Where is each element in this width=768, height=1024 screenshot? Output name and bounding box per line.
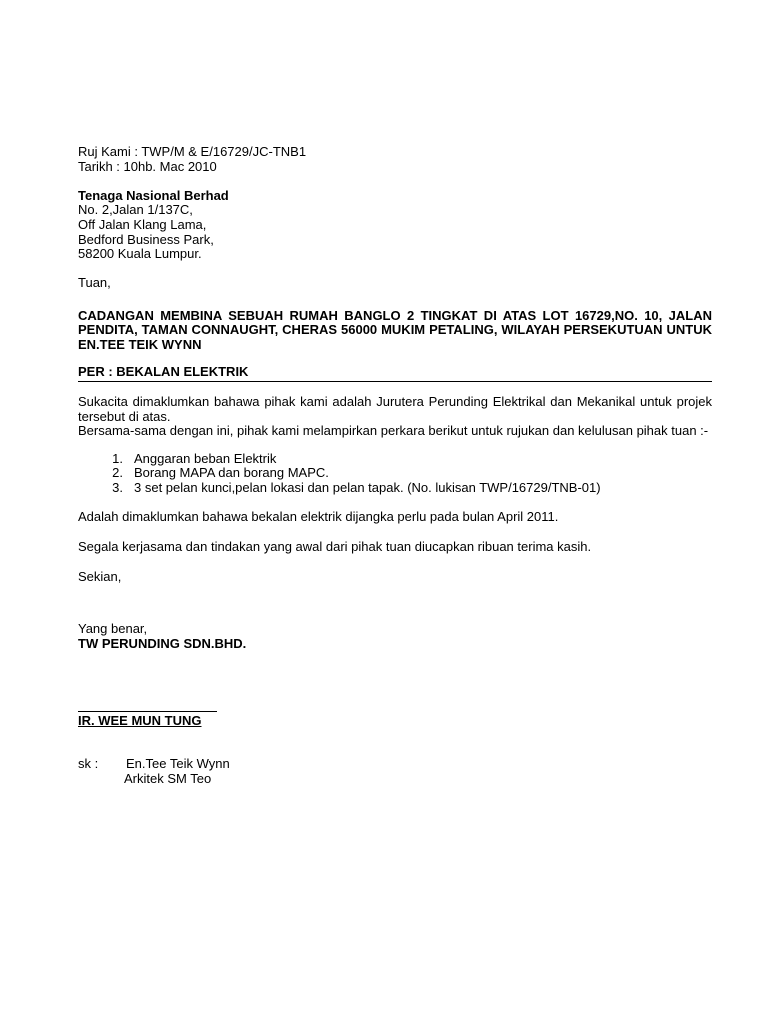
recipient-block bbox=[78, 189, 712, 262]
cc-recipient: En.Tee Teik Wynn bbox=[126, 756, 230, 772]
closing: Sekian, bbox=[78, 568, 122, 584]
list-item bbox=[78, 452, 712, 467]
list-item-text: Borang MAPA dan borang MAPC. bbox=[134, 465, 329, 481]
body-paragraph: Sukacita dimaklumkan bahawa pihak kami adalah Jurutera Perunding Elektrikal dan Mekanikal untuk projek tersebut di atas. bbox=[78, 393, 712, 424]
list-item-number: 3. bbox=[112, 479, 123, 495]
cc-recipient: Arkitek SM Teo bbox=[124, 770, 212, 786]
recipient-address-line: 58200 Kuala Lumpur. bbox=[78, 246, 202, 262]
list-item-number: 1. bbox=[112, 450, 123, 466]
letter-date: Tarikh : 10hb. Mac 2010 bbox=[78, 158, 217, 174]
list-item-text: Anggaran beban Elektrik bbox=[134, 450, 277, 466]
per-heading: PER : BEKALAN ELEKTRIK bbox=[78, 365, 712, 382]
recipient-name: Tenaga Nasional Berhad bbox=[78, 187, 229, 203]
subject-heading: CADANGAN MEMBINA SEBUAH RUMAH BANGLO 2 TINGKAT DI ATAS LOT 16729,NO. 10, JALAN PENDITA, TAMAN CONNAUGHT, CHERAS 56000 MUKIM PETALING, WILAYAH PERSEKUTUAN UNTUK EN.TEE TEIK WYNN bbox=[78, 307, 712, 352]
list-item bbox=[78, 481, 712, 496]
salutation: Tuan, bbox=[78, 275, 111, 291]
company-name: TW PERUNDING SDN.BHD. bbox=[78, 635, 247, 651]
list-item-text: 3 set pelan kunci,pelan lokasi dan pelan tapak. (No. lukisan TWP/16729/TNB-01) bbox=[134, 479, 601, 495]
list-item-number: 2. bbox=[112, 465, 123, 481]
body-paragraph: Segala kerjasama dan tindakan yang awal dari pihak tuan diucapkan ribuan terima kasih. bbox=[78, 539, 592, 555]
cc-label: sk : bbox=[78, 756, 99, 772]
signer-name: IR. WEE MUN TUNG bbox=[78, 713, 202, 729]
recipient-address-line: Bedford Business Park, bbox=[78, 231, 214, 247]
recipient-address-line: No. 2,Jalan 1/137C, bbox=[78, 202, 193, 218]
cc-block bbox=[78, 757, 712, 786]
attachment-list bbox=[78, 452, 712, 496]
reference-number: Ruj Kami : TWP/M & E/16729/JC-TNB1 bbox=[78, 144, 307, 159]
yours-sincerely: Yang benar, bbox=[78, 621, 148, 637]
signature-line bbox=[78, 711, 217, 712]
letter bbox=[78, 145, 712, 786]
body-paragraph: Adalah dimaklumkan bahawa bekalan elektrik dijangka perlu pada bulan April 2011. bbox=[78, 509, 559, 525]
recipient-address-line: Off Jalan Klang Lama, bbox=[78, 216, 207, 232]
list-item bbox=[78, 466, 712, 481]
body-paragraph: Bersama-sama dengan ini, pihak kami melampirkan perkara berikut untuk rujukan dan kelulusan pihak tuan :- bbox=[78, 423, 709, 439]
